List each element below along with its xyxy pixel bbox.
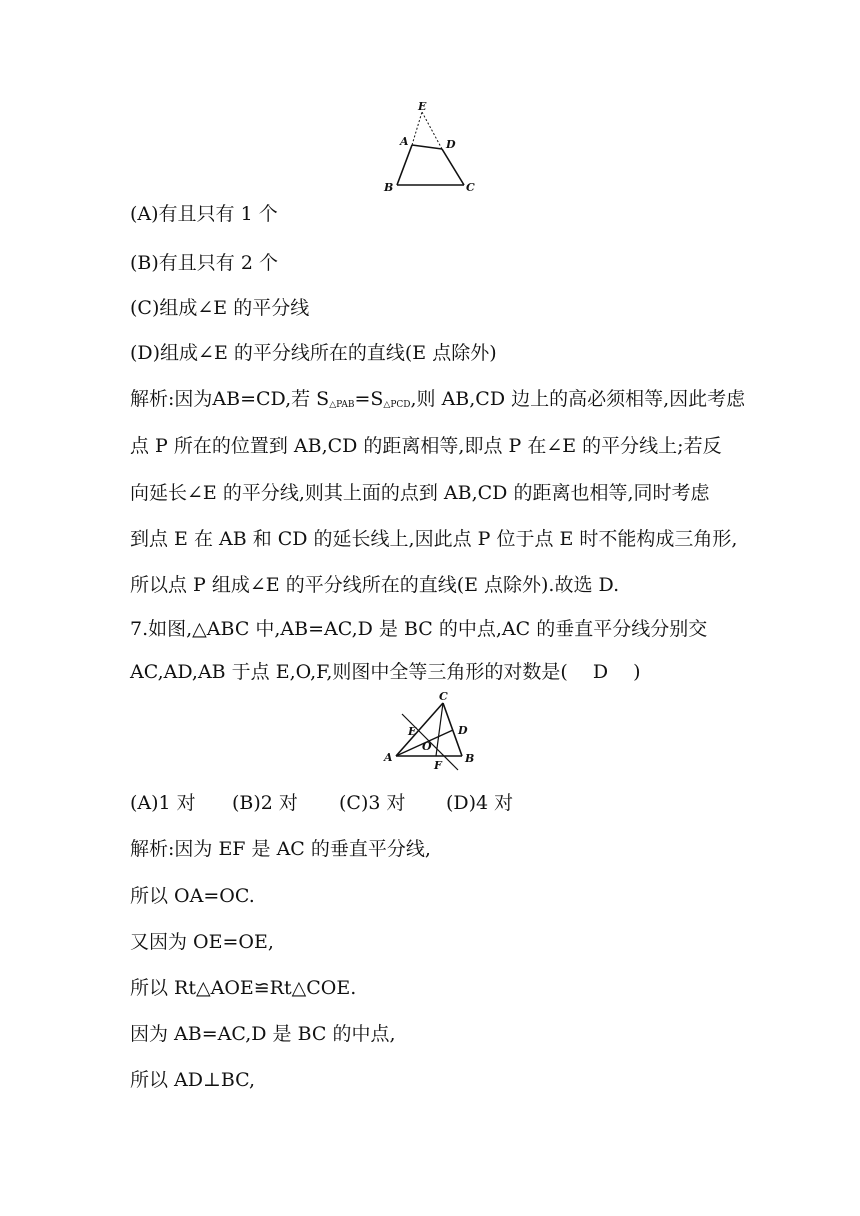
label-C: C — [466, 181, 475, 194]
q7-analysis-line4: 所以 Rt△AOE≌Rt△COE. — [130, 977, 357, 999]
figure-trapezoid — [378, 100, 478, 196]
extension-AE — [412, 112, 422, 145]
q6-option-a: (A)有且只有 1 个 — [130, 203, 278, 225]
label-B: B — [465, 752, 475, 765]
label-A: A — [384, 751, 393, 764]
extension-DE — [422, 112, 442, 149]
label-A: A — [400, 135, 409, 148]
side-AB — [397, 145, 412, 185]
q6-option-d: (D)组成∠E 的平分线所在的直线(E 点除外) — [130, 342, 497, 364]
subscript-pcd: △PCD — [383, 400, 411, 410]
q6-analysis-line2: 点 P 所在的位置到 AB,CD 的距离相等,即点 P 在∠E 的平分线上;若反 — [130, 435, 722, 457]
segment-CF — [436, 703, 443, 756]
q6-analysis-line4: 到点 E 在 AB 和 CD 的延长线上,因此点 P 位于点 E 时不能构成三角形, — [130, 528, 738, 550]
q7-stem-line2: AC,AD,AB 于点 E,O,F,则图中全等三角形的对数是( D ) — [130, 661, 641, 683]
q6-option-b: (B)有且只有 2 个 — [130, 252, 278, 274]
label-C: C — [439, 690, 448, 703]
label-F: F — [434, 759, 442, 772]
q7-analysis-line2: 所以 OA=OC. — [130, 885, 255, 907]
analysis-text: =S — [354, 388, 384, 410]
q7-analysis-line1: 解析:因为 EF 是 AC 的垂直平分线, — [130, 838, 431, 860]
figure-triangle — [378, 690, 488, 776]
q7-options — [130, 791, 513, 815]
side-CD — [442, 149, 464, 185]
q6-option-c: (C)组成∠E 的平分线 — [130, 297, 310, 319]
q7-analysis-line3: 又因为 OE=OE, — [130, 931, 274, 953]
label-E: E — [418, 100, 427, 113]
label-B: B — [384, 181, 394, 194]
q6-analysis-line5: 所以点 P 组成∠E 的平分线所在的直线(E 点除外).故选 D. — [130, 574, 620, 596]
label-D: D — [458, 724, 468, 737]
label-O: O — [422, 740, 432, 753]
side-AD — [412, 145, 442, 149]
label-D: D — [446, 138, 456, 151]
q7-analysis-line6: 所以 AD⊥BC, — [130, 1069, 256, 1091]
q7-option-c: (C)3 对 — [339, 792, 406, 814]
subscript-pab: △PAB — [329, 400, 355, 410]
q7-option-a: (A)1 对 — [130, 792, 196, 814]
q6-analysis-line1 — [130, 387, 745, 417]
q7-option-d: (D)4 对 — [446, 792, 514, 814]
analysis-text: ,则 AB,CD 边上的高必须相等,因此考虑 — [410, 388, 746, 410]
analysis-text: 解析:因为AB=CD,若 S — [130, 388, 330, 410]
label-E: E — [408, 725, 417, 738]
q7-analysis-line5: 因为 AB=AC,D 是 BC 的中点, — [130, 1023, 396, 1045]
q7-option-b: (B)2 对 — [232, 792, 298, 814]
q6-analysis-line3: 向延长∠E 的平分线,则其上面的点到 AB,CD 的距离也相等,同时考虑 — [130, 482, 710, 504]
q7-stem-line1: 7.如图,△ABC 中,AB=AC,D 是 BC 的中点,AC 的垂直平分线分别交 — [130, 618, 708, 640]
